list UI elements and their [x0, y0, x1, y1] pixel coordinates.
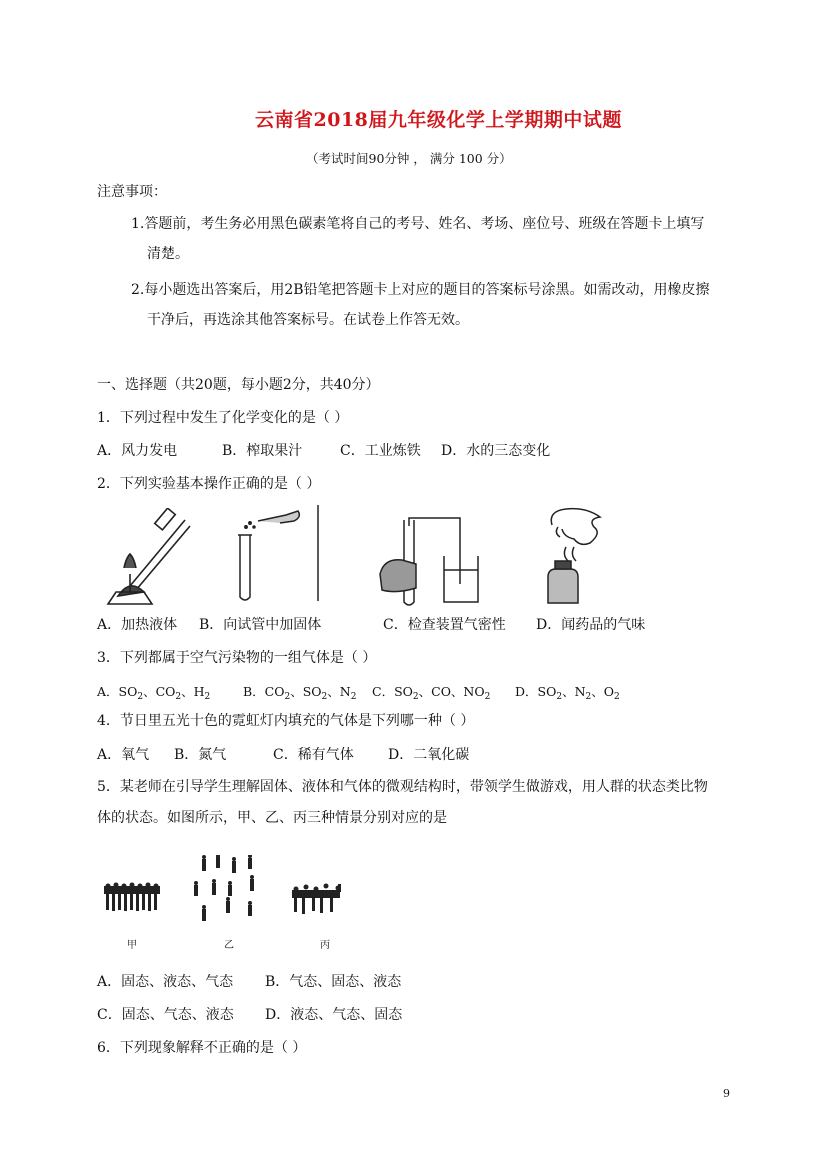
question-5-option-c: C．固态、气态、液态	[97, 1007, 234, 1023]
question-3-option-c: C．$SO_2$、CO、$NO_2$	[372, 684, 491, 702]
liquid-crowd-figure	[288, 882, 348, 916]
question-5-line-2: 体的状态。如图所示，甲、乙、丙三种情景分别对应的是	[97, 810, 447, 826]
question-2-option-c: C．检查装置气密性	[383, 617, 506, 633]
notice-item-1-line-1: 1.答题前，考生务必用黑色碳素笔将自己的考号、姓名、考场、座位号、班级在答题卡上填写	[131, 216, 705, 232]
question-5-option-d: D．液态、气态、固态	[265, 1007, 403, 1023]
section-heading: 一、选择题（共20题，每小题2分，共40分）	[97, 377, 380, 393]
page-number: 9	[723, 1087, 730, 1100]
question-5-option-a: A．固态、液态、气态	[97, 974, 234, 990]
solid-crowd-figure	[102, 882, 162, 914]
notice-item-2-line-1: 2.每小题选出答案后，用2B铅笔把答题卡上对应的题目的答案标号涂黑。如需改动，用橡皮擦	[131, 282, 710, 298]
question-4-stem: 4．节日里五光十色的霓虹灯内填充的气体是下列哪一种（ ）	[97, 713, 475, 729]
notice-item-1-line-2: 清楚。	[147, 246, 189, 262]
figure-caption-yi: 乙	[224, 940, 234, 951]
gas-crowd-figure	[190, 855, 270, 930]
question-4-option-d: D．二氧化碳	[388, 747, 470, 763]
notice-item-2-line-2: 干净后，再选涂其他答案标号。在试卷上作答无效。	[147, 312, 469, 328]
figure-caption-jia: 甲	[127, 940, 137, 951]
question-1-option-b: B．榨取果汁	[222, 443, 303, 459]
question-1-stem: 1．下列过程中发生了化学变化的是（ ）	[97, 410, 349, 426]
question-2-option-d: D．闻药品的气味	[536, 617, 646, 633]
question-5-option-b: B．气态、固态、液态	[265, 974, 402, 990]
question-1-option-c: C．工业炼铁	[340, 443, 421, 459]
question-3-option-a: A．$SO_2$、$CO_2$、$H_2$	[97, 684, 211, 702]
question-3-option-d: D．$SO_2$、$N_2$、$O_2$	[515, 684, 620, 702]
question-4-option-c: C．稀有气体	[273, 747, 354, 763]
exam-subtitle: （考试时间90分钟 ， 满分 100 分）	[306, 151, 512, 166]
question-5-line-1: 5．某老师在引导学生理解固体、液体和气体的微观结构时，带领学生做游戏，用人群的状态类比物	[97, 779, 708, 795]
question-3-stem: 3．下列都属于空气污染物的一组气体是（ ）	[97, 650, 377, 666]
figure-caption-bing: 丙	[320, 940, 330, 951]
question-3-option-b: B．$CO_2$、$SO_2$、$N_2$	[243, 684, 357, 702]
heating-liquid-figure	[100, 508, 192, 608]
question-2-option-b: B．向试管中加固体	[199, 617, 322, 633]
notice-heading: 注意事项：	[97, 184, 167, 200]
question-6-stem: 6．下列现象解释不正确的是（ ）	[97, 1040, 307, 1056]
question-2-stem: 2．下列实验基本操作正确的是（ ）	[97, 476, 321, 492]
smelling-reagent-figure	[540, 503, 610, 608]
airtightness-check-figure	[376, 514, 486, 608]
adding-solid-figure	[228, 505, 323, 605]
question-1-option-d: D．水的三态变化	[441, 443, 551, 459]
question-4-option-a: A．氧气	[97, 747, 150, 763]
question-2-option-a: A．加热液体	[97, 617, 178, 633]
page-title: 云南省2018届九年级化学上学期期中试题	[255, 109, 622, 131]
question-1-option-a: A．风力发电	[97, 443, 178, 459]
question-4-option-b: B．氮气	[174, 747, 227, 763]
